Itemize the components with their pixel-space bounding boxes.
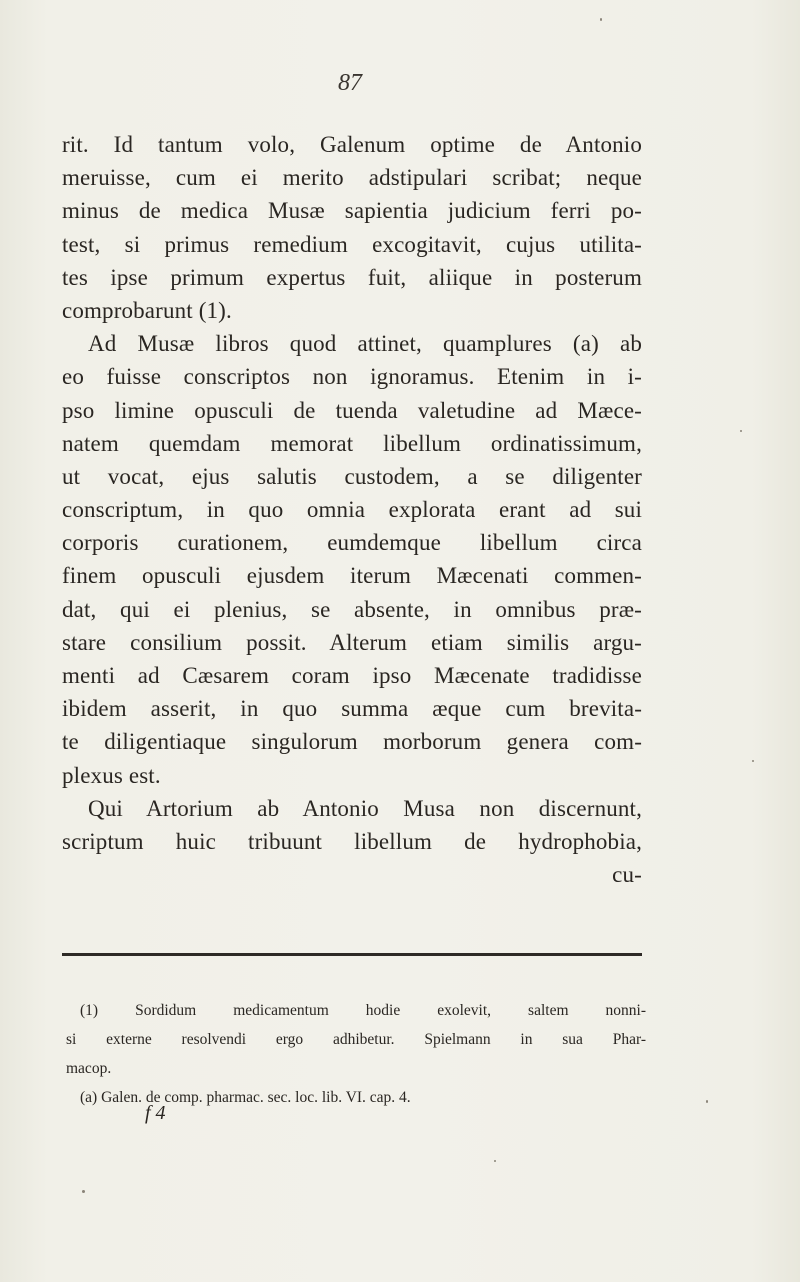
page-number: 87 <box>338 70 362 96</box>
text-line: comprobarunt (1). <box>62 297 232 323</box>
text-line: ibidem asserit, in quo summa æque cum brevita- <box>62 696 642 722</box>
text-line: conscriptum, in quo omnia explorata erant ad sui <box>62 497 642 523</box>
footnotes <box>62 996 646 1112</box>
footnote-line: macop. <box>66 1060 112 1077</box>
text-line: Ad Musæ libros quod attinet, quamplures (a) ab <box>88 331 642 357</box>
text-line: meruisse, cum ei merito adstipulari scribat; neque <box>62 165 642 191</box>
text-line: te diligentiaque singulorum morborum genera com- <box>62 729 642 755</box>
text-line: menti ad Cæsarem coram ipso Mæcenate tradidisse <box>62 663 642 688</box>
text-line: eo fuisse conscriptos non ignoramus. Etenim in i- <box>62 364 642 390</box>
text-line: dat, qui ei plenius, se absente, in omnibus præ- <box>62 596 642 622</box>
text-line: scriptum huic tribuunt libellum de hydrophobia, <box>62 828 642 854</box>
text-line: corporis curationem, eumdemque libellum circa <box>62 530 642 556</box>
signature-mark: f 4 <box>145 1102 166 1124</box>
footnote-text: (1) Sordidum medicamentum hodie exolevit, saltem nonni- <box>80 1002 646 1019</box>
text-line: plexus est. <box>62 762 161 788</box>
footnote-line <box>62 996 646 1025</box>
paper-speck <box>752 760 754 762</box>
paper-speck <box>706 1100 708 1103</box>
text-line: natem quemdam memorat libellum ordinatissimum, <box>62 430 642 456</box>
text-line: finem opusculi ejusdem iterum Mæcenati commen- <box>62 563 642 589</box>
text-line: tes ipse primum expertus fuit, aliique in posterum <box>62 264 642 290</box>
text-line: test, si primus remedium excogitavit, cujus utilita- <box>62 231 642 257</box>
text-line: minus de medica Musæ sapientia judicium ferri po- <box>62 198 642 224</box>
paper-speck <box>494 1160 496 1162</box>
catchword: cu- <box>612 862 642 888</box>
paper-speck <box>82 1190 85 1193</box>
paper-speck <box>740 430 742 432</box>
text-line: stare consilium possit. Alterum etiam similis argu- <box>62 629 642 655</box>
footnote-rule <box>62 953 642 956</box>
footnote-line: si externe resolvendi ergo adhibetur. Spielmann in sua Phar- <box>66 1031 646 1048</box>
text-line: Qui Artorium ab Antonio Musa non discernunt, <box>88 795 642 821</box>
paper-speck <box>600 18 602 21</box>
footnote-text: (a) Galen. de comp. pharmac. sec. loc. lib. VI. cap. 4. <box>80 1089 411 1106</box>
text-line: pso limine opusculi de tuenda valetudine ad Mæce- <box>62 397 642 423</box>
text-line: rit. Id tantum volo, Galenum optime de Antonio <box>62 132 642 157</box>
main-text <box>62 128 642 891</box>
text-line: ut vocat, ejus salutis custodem, a se diligenter <box>62 463 642 489</box>
